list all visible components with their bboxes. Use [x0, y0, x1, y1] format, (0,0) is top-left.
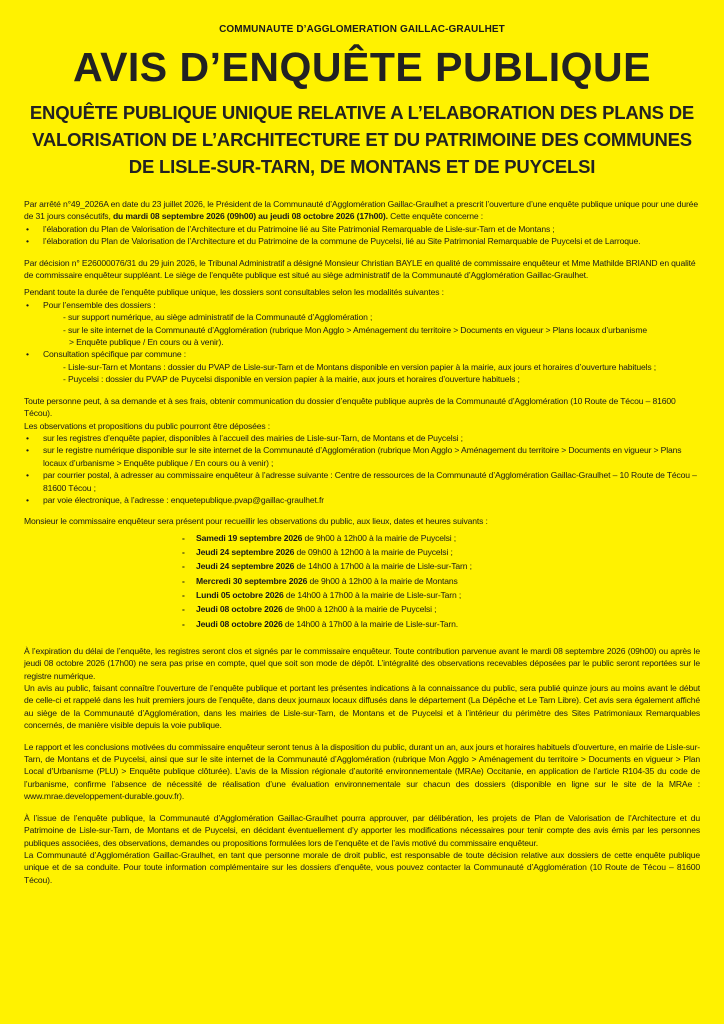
subtitle-line: DE LISLE-SUR-TARN, DE MONTANS ET DE PUYCELSI [128, 156, 596, 177]
subtitle-line: ENQUÊTE PUBLIQUE UNIQUE RELATIVE A L’ELABORATION DES PLANS DE [29, 102, 695, 123]
schedule-details: de 9h00 à 12h00 à la mairie de Puycelsi ; [282, 604, 437, 615]
schedule-date: Jeudi 08 octobre 2026 [196, 604, 283, 615]
intro-paragraph [24, 198, 700, 223]
list-item [24, 348, 700, 385]
consult-spec-item: - Lisle-sur-Tarn et Montans : dossier du PVAP de Lisle-sur-Tarn et de Montans disponible en version papier à la mairie, aux jours et horaires d’ouverture habituels ; [63, 361, 657, 372]
schedule-intro: Monsieur le commissaire enquêteur sera présent pour recueillir les observations du public, aux lieux, dates et heures suivants : [24, 516, 488, 527]
consult-all-label: • Pour l’ensemble des dossiers : [43, 299, 156, 310]
consult-all-item: - sur support numérique, au siège administratif de la Communauté d’Agglomération ; [63, 312, 373, 323]
page-title: AVIS D’ENQUÊTE PUBLIQUE [73, 44, 651, 90]
schedule-date: Mercredi 30 septembre 2026 [196, 575, 308, 586]
schedule-date: Jeudi 24 septembre 2026 [196, 547, 295, 558]
schedule-item [182, 588, 700, 602]
organization-name: COMMUNAUTE D’AGGLOMERATION GAILLAC-GRAULHET [219, 24, 505, 35]
schedule-date: Samedi 19 septembre 2026 [196, 532, 303, 543]
schedule-details: de 9h00 à 12h00 à la mairie de Montans [307, 575, 458, 586]
list-item: • l’élaboration du Plan de Valorisation de l’Architecture et du Patrimoine lié au Site Patrimonial Remarquable de Lisle-sur-Tarn et de Montans ; [24, 223, 700, 235]
subtitle-line: VALORISATION DE L’ARCHITECTURE ET DU PATRIMOINE DES COMMUNES [32, 129, 692, 150]
schedule-details: de 14h00 à 17h00 à la mairie de Lisle-sur-Tarn ; [294, 561, 472, 572]
list-item [24, 299, 700, 349]
schedule-item [182, 617, 700, 631]
consult-spec-label: • Consultation spécifique par commune : [43, 349, 187, 360]
schedule-list [24, 531, 700, 631]
schedule-item [182, 559, 700, 573]
list-item: • l’élaboration du Plan de Valorisation de l’Architecture et du Patrimoine de la commune de Puycelsi, lié au Site Patrimonial Remarquable de Puycelsi et de Larroque. [24, 235, 700, 247]
observations-intro: Les observations et propositions du public pourront être déposées : [24, 420, 271, 431]
notice-body [24, 198, 700, 886]
subtitle [24, 99, 700, 180]
schedule-details: de 14h00 à 17h00 à la mairie de Lisle-sur-Tarn ; [283, 589, 462, 600]
decision-paragraph: Par décision n° E26000076/31 du 29 juin 2026, le Tribunal Administratif a désigné Monsieur Christian BAYLE en qualité de commissaire enquêteur et Mme Mathilde BRIAND en qualité de commissaire enquêteur suppléant. Le siège de l’enquête publique est situé au siège administratif de la Communauté d’Agglomération Gaillac-Graulhet. [24, 257, 696, 281]
list-item: • par voie électronique, à l’adresse : enquetepublique.pvap@gaillac-graulhet.fr [24, 494, 700, 506]
closing-paragraph: Le rapport et les conclusions motivées du commissaire enquêteur seront tenus à la disposition du public, durant un an, aux jours et horaires habituels d’ouverture, en mairie de Lisle-sur-Tarn, de Montans et de Puycelsi, ainsi que sur le site internet de la Communauté d’Agglomération (rubrique Mon Agglo > Aménagement du territoire > Documents en vigueur > Plan Local d’Urbanisme (PLU) > Enquête publique clôturée). L’avis de la Mission régionale d’autorité environnementale (MRAe) Occitanie, en application de l’article R104-35 du code de l’urbanisme, confirme l’absence de nécessité de réalisation d’une évaluation environnementale sur chacun des dossiers (disponible en ligne sur le site de la MRAe : www.mrae.developpement-durable.gouv.fr). [24, 741, 700, 802]
closing-paragraph: À l’issue de l’enquête publique, la Communauté d’Agglomération Gaillac-Graulhet pourra approuver, par délibération, les projets de Plan de Valorisation de l’Architecture et du Patrimoine de Lisle-sur-Tarn, de Montans et de Puycelsi, en décidant éventuellement d’y apporter les modifications nécessaires pour tenir compte des avis émis par les personnes publiques associées, des observations, demandes ou propositions formulées lors de l’enquête et de l’avis motivé du commissaire enquêteur. [24, 812, 700, 848]
consult-intro: Pendant toute la durée de l’enquête publique unique, les dossiers sont consultables selon les modalités suivantes : [24, 287, 444, 298]
schedule-item [182, 545, 700, 559]
observations-list [24, 432, 700, 506]
schedule-date: Jeudi 24 septembre 2026 [196, 561, 295, 572]
closing-paragraph: La Communauté d’Agglomération Gaillac-Graulhet, en tant que personne morale de droit public, est responsable de toute décision relative aux dossiers de cette enquête publique unique et de sa conduite. Pour toute information complémentaire sur les dossiers d’enquête, vous pouvez contacter la Communauté d’Agglomération (10 Route de Técou – 81600 Técou). [24, 849, 700, 885]
schedule-details: de 9h00 à 12h00 à la mairie de Puycelsi ; [302, 532, 457, 543]
closing-paragraph: Un avis au public, faisant connaître l’ouverture de l’enquête publique et portant les présentes indications à la connaissance du public, sera publié quinze jours au moins avant le début de celle-ci et rappelé dans les huit premiers jours de l’enquête, dans deux journaux locaux diffusés dans le département (La Dépêche et Le Tarn Libre). Cet avis sera également affiché au siège de la Communauté d’Agglomération, dans les mairies de Lisle-sur-Tarn, de Montans et de Puycelsi et à l’intérieur du périmètre des Sites Patrimoniaux Remarquables concernés, de manière visible depuis la voie publique. [24, 683, 700, 731]
intro-text-end: Cette enquête concerne : [387, 211, 484, 222]
list-item: • par courrier postal, à adresser au commissaire enquêteur à l’adresse suivante : Centre de ressources de la Communauté d’Agglomération Gaillac-Graulhet – 10 Route de Técou – 81600 Técou ; [24, 469, 700, 494]
schedule-item [182, 602, 700, 616]
consult-all-item-cont: > Enquête publique / En cours ou à venir). [69, 337, 224, 348]
schedule-item [182, 574, 700, 588]
schedule-date: Jeudi 08 octobre 2026 [196, 618, 283, 629]
schedule-item [182, 531, 700, 545]
intro-list [24, 223, 700, 248]
intro-text: Par arrêté n°49_2026A en date du 23 juillet 2026, le Président de la Communauté d’Agglomération Gaillac-Graulhet a prescrit l’ouverture d’une enquête publique unique pour une durée de 31 jours consécutifs, [24, 199, 698, 222]
intro-dates: du mardi 08 septembre 2026 (09h00) au jeudi 08 octobre 2026 (17h00). [112, 211, 388, 222]
consult-list [24, 299, 700, 386]
consult-spec-item: - Puycelsi : dossier du PVAP de Puycelsi disponible en version papier à la mairie, aux jours et horaires d’ouverture habituels ; [63, 374, 520, 385]
consult-all-item: - sur le site internet de la Communauté d’Agglomération (rubrique Mon Agglo > Aménagement du territoire > Documents en vigueur > Plans locaux d’urbanisme [63, 324, 647, 335]
schedule-details: de 09h00 à 12h00 à la mairie de Puycelsi ; [294, 547, 453, 558]
list-item: • sur les registres d’enquête papier, disponibles à l’accueil des mairies de Lisle-sur-Tarn, de Montans et de Puycelsi ; [24, 432, 700, 444]
closing-paragraph: À l’expiration du délai de l’enquête, les registres seront clos et signés par le commissaire enquêteur. Toute contribution parvenue avant le mardi 08 septembre 2026 (09h00) ou après le jeudi 08 octobre 2026 (17h00) ne sera pas prise en compte, quel que soit son mode de dépôt. L’intégralité des observations recevables déposées par le public seront reportées sur le registre numérique. [24, 645, 700, 681]
communication-paragraph: Toute personne peut, à sa demande et à ses frais, obtenir communication du dossier d’enquête publique auprès de la Communauté d’Agglomération (10 Route de Técou – 81600 Técou). [24, 395, 676, 419]
schedule-details: de 14h00 à 17h00 à la mairie de Lisle-sur-Tarn. [282, 618, 458, 629]
list-item: • sur le registre numérique disponible sur le site internet de la Communauté d’Agglomération (rubrique Mon Agglo > Aménagement du territoire > Documents en vigueur > Plans locaux d’urbanisme > Enquête publique / En cours ou à venir) ; [24, 444, 700, 469]
schedule-date: Lundi 05 octobre 2026 [196, 589, 284, 600]
